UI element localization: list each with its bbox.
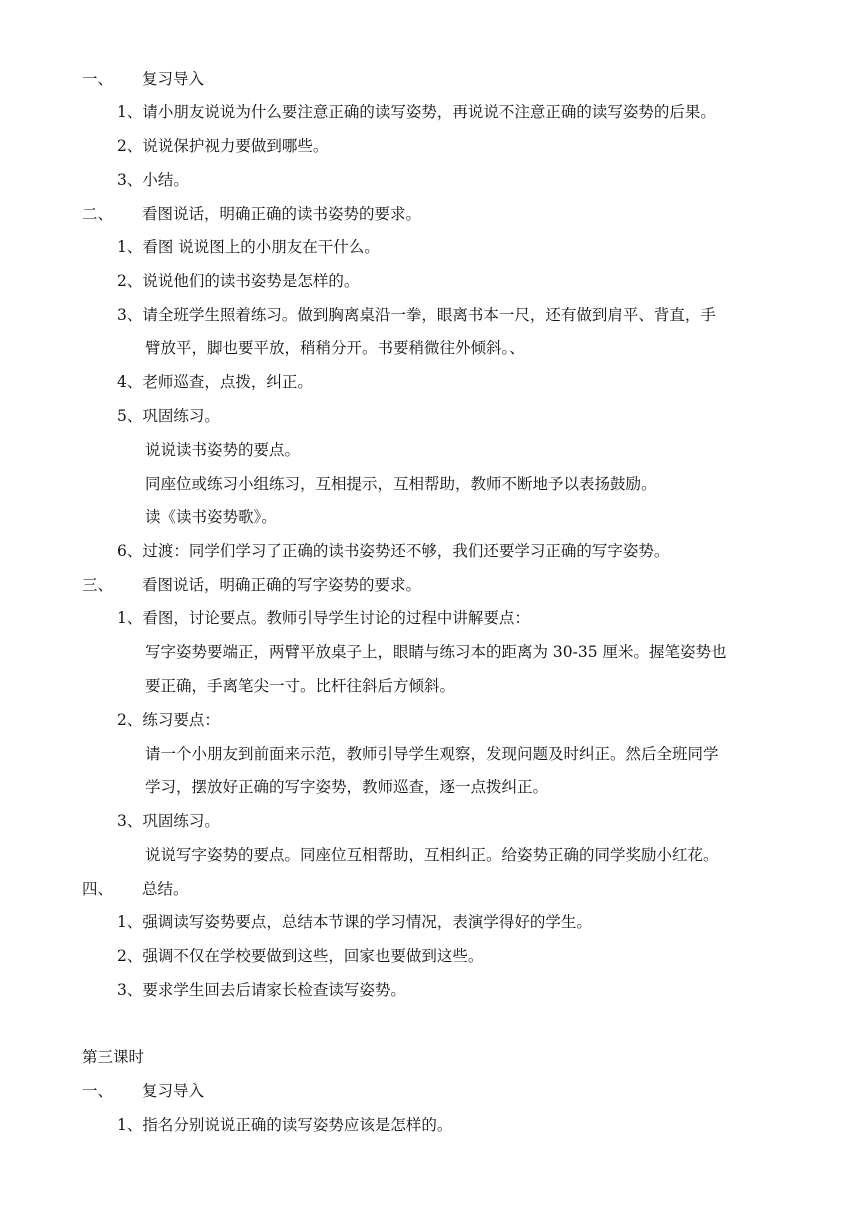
section-heading-2 xyxy=(82,204,421,224)
section-number: 三、 xyxy=(82,576,114,594)
list-item: 1、指名分别说说正确的读写姿势应该是怎样的。 xyxy=(117,1116,453,1134)
list-item: 2、说说他们的读书姿势是怎样的。 xyxy=(117,272,360,290)
section-number: 一、 xyxy=(82,70,114,88)
sub-item-continuation: 要正确，手离笔尖一寸。比杆往斜后方倾斜。 xyxy=(145,677,456,695)
list-item: 6、过渡：同学们学习了正确的读书姿势还不够，我们还要学习正确的写字姿势。 xyxy=(117,542,670,560)
section-number: 一、 xyxy=(82,1082,114,1100)
section-heading-1 xyxy=(82,69,204,89)
sub-item-continuation: 学习，摆放好正确的写字姿势，教师巡查，逐一点拨纠正。 xyxy=(145,778,549,796)
sub-item: 写字姿势要端正，两臂平放桌子上，眼睛与练习本的距离为 30-35 厘米。握笔姿势也 xyxy=(145,643,727,661)
section-heading-3 xyxy=(82,575,421,595)
list-item: 2、练习要点： xyxy=(117,711,220,729)
section-title: 复习导入 xyxy=(142,70,205,88)
sub-item: 请一个小朋友到前面来示范，教师引导学生观察，发现问题及时纠正。然后全班同学 xyxy=(145,745,719,763)
section-number: 二、 xyxy=(82,205,114,223)
list-item: 3、请全班学生照着练习。做到胸离桌沿一拳，眼离书本一尺，还有做到肩平、背直，手 xyxy=(117,306,716,324)
list-item: 3、小结。 xyxy=(117,171,189,189)
sub-item: 读《读书姿势歌》。 xyxy=(145,508,277,526)
section-heading-4 xyxy=(82,879,189,899)
list-item: 4、老师巡查，点拨，纠正。 xyxy=(117,373,313,391)
sub-item: 同座位或练习小组练习，互相提示，互相帮助，教师不断地予以表扬鼓励。 xyxy=(145,475,657,493)
section-title: 总结。 xyxy=(142,880,189,898)
list-item: 1、强调读写姿势要点，总结本节课的学习情况，表演学得好的学生。 xyxy=(117,913,592,931)
list-item: 1、请小朋友说说为什么要注意正确的读写姿势，再说说不注意正确的读写姿势的后果。 xyxy=(117,103,716,121)
list-item-continuation: 臂放平，脚也要平放，稍稍分开。书要稍微往外倾斜。、 xyxy=(145,339,525,357)
lesson-heading: 第三课时 xyxy=(82,1048,145,1066)
sub-item: 说说读书姿势的要点。 xyxy=(145,441,301,459)
list-item: 5、巩固练习。 xyxy=(117,407,220,425)
section-number: 四、 xyxy=(82,880,114,898)
list-item: 3、要求学生回去后请家长检查读写姿势。 xyxy=(117,981,406,999)
list-item: 3、巩固练习。 xyxy=(117,812,220,830)
section-title: 看图说话，明确正确的读书姿势的要求。 xyxy=(142,205,422,223)
list-item: 2、强调不仅在学校要做到这些，回家也要做到这些。 xyxy=(117,947,484,965)
section-title: 复习导入 xyxy=(142,1082,205,1100)
list-item: 1、看图 说说图上的小朋友在干什么。 xyxy=(117,238,380,256)
list-item: 2、说说保护视力要做到哪些。 xyxy=(117,137,329,155)
sub-item: 说说写字姿势的要点。同座位互相帮助，互相纠正。给姿势正确的同学奖励小红花。 xyxy=(145,846,719,864)
section-heading-5 xyxy=(82,1081,204,1101)
section-title: 看图说话，明确正确的写字姿势的要求。 xyxy=(142,576,422,594)
list-item: 1、看图，讨论要点。教师引导学生讨论的过程中讲解要点： xyxy=(117,609,530,627)
